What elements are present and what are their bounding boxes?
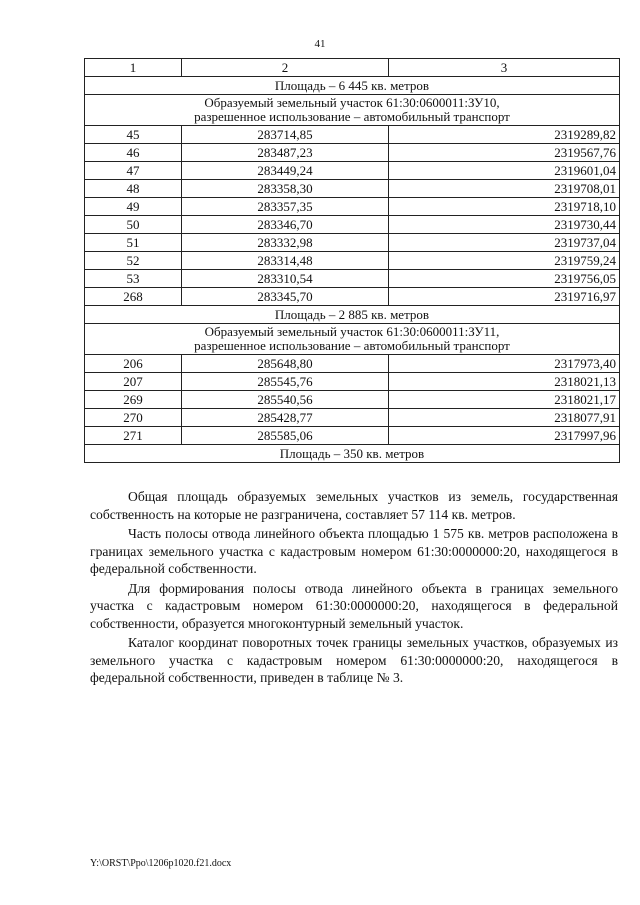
- header-cell: 1: [85, 59, 182, 77]
- point-number: 46: [85, 144, 182, 162]
- plot-title: Образуемый земельный участок 61:30:0600011:ЗУ10,: [204, 95, 500, 110]
- plot-heading-row: [85, 95, 620, 126]
- x-coordinate: 285545,76: [182, 373, 389, 391]
- header-cell: 2: [182, 59, 389, 77]
- x-coordinate: 283358,30: [182, 180, 389, 198]
- point-number: 50: [85, 216, 182, 234]
- point-number: 270: [85, 409, 182, 427]
- paragraph: Для формирования полосы отвода линейного объекта в границах земельного участка с кадастровым номером 61:30:0000000:20, находящегося в федеральной собственности, образуется многоконтурный земельный участок.: [90, 580, 618, 631]
- y-coordinate: 2319567,76: [389, 144, 620, 162]
- table-row: [85, 270, 620, 288]
- point-number: 45: [85, 126, 182, 144]
- point-number: 48: [85, 180, 182, 198]
- table-row: [85, 180, 620, 198]
- x-coordinate: 283357,35: [182, 198, 389, 216]
- point-number: 269: [85, 391, 182, 409]
- point-number: 268: [85, 288, 182, 306]
- point-number: 271: [85, 427, 182, 445]
- y-coordinate: 2319289,82: [389, 126, 620, 144]
- x-coordinate: 285428,77: [182, 409, 389, 427]
- table-header-row: [85, 59, 620, 77]
- coordinates-table: [84, 58, 620, 463]
- y-coordinate: 2318021,13: [389, 373, 620, 391]
- x-coordinate: 285648,80: [182, 355, 389, 373]
- table-row: [85, 198, 620, 216]
- table-row: [85, 355, 620, 373]
- table-row: [85, 162, 620, 180]
- y-coordinate: 2317997,96: [389, 427, 620, 445]
- table-row: [85, 391, 620, 409]
- table-row: [85, 409, 620, 427]
- table-row: [85, 427, 620, 445]
- area-text: Площадь – 2 885 кв. метров: [85, 306, 620, 324]
- header-cell: 3: [389, 59, 620, 77]
- plot-title: Образуемый земельный участок 61:30:0600011:ЗУ11,: [204, 324, 500, 339]
- y-coordinate: 2319718,10: [389, 198, 620, 216]
- y-coordinate: 2319759,24: [389, 252, 620, 270]
- table-row: [85, 144, 620, 162]
- table-row: [85, 126, 620, 144]
- area-row: [85, 445, 620, 463]
- area-text: Площадь – 350 кв. метров: [85, 445, 620, 463]
- point-number: 49: [85, 198, 182, 216]
- table-row: [85, 234, 620, 252]
- y-coordinate: 2317973,40: [389, 355, 620, 373]
- point-number: 47: [85, 162, 182, 180]
- y-coordinate: 2319601,04: [389, 162, 620, 180]
- x-coordinate: 285585,06: [182, 427, 389, 445]
- area-row: [85, 306, 620, 324]
- paragraph: Общая площадь образуемых земельных участков из земель, государственная собственность на которые не разграничена, составляет 57 114 кв. метров.: [90, 489, 618, 522]
- x-coordinate: 283714,85: [182, 126, 389, 144]
- x-coordinate: 283346,70: [182, 216, 389, 234]
- y-coordinate: 2319756,05: [389, 270, 620, 288]
- area-row: [85, 77, 620, 95]
- plot-heading: [85, 95, 620, 126]
- y-coordinate: 2318021,17: [389, 391, 620, 409]
- x-coordinate: 283449,24: [182, 162, 389, 180]
- table-row: [85, 288, 620, 306]
- y-coordinate: 2319708,01: [389, 180, 620, 198]
- point-number: 52: [85, 252, 182, 270]
- x-coordinate: 283332,98: [182, 234, 389, 252]
- y-coordinate: 2319737,04: [389, 234, 620, 252]
- paragraph: Каталог координат поворотных точек границы земельных участков, образуемых из земельного участка с кадастровым номером 61:30:0000000:20, находящегося в федеральной собственности, приведен в таблице № 3.: [90, 635, 618, 685]
- plot-heading-row: [85, 324, 620, 355]
- x-coordinate: 283487,23: [182, 144, 389, 162]
- x-coordinate: 285540,56: [182, 391, 389, 409]
- y-coordinate: 2319716,97: [389, 288, 620, 306]
- x-coordinate: 283345,70: [182, 288, 389, 306]
- plot-heading: [85, 324, 620, 355]
- area-text: Площадь – 6 445 кв. метров: [85, 77, 620, 95]
- table-row: [85, 373, 620, 391]
- table-row: [85, 216, 620, 234]
- x-coordinate: 283314,48: [182, 252, 389, 270]
- point-number: 206: [85, 355, 182, 373]
- y-coordinate: 2318077,91: [389, 409, 620, 427]
- y-coordinate: 2319730,44: [389, 216, 620, 234]
- x-coordinate: 283310,54: [182, 270, 389, 288]
- table-row: [85, 252, 620, 270]
- point-number: 207: [85, 373, 182, 391]
- plot-usage: разрешенное использование – автомобильный транспорт: [194, 338, 510, 353]
- paragraph: Часть полосы отвода линейного объекта площадью 1 575 кв. метров расположена в границах земельного участка с кадастровым номером 61:30:0000000:20, находящегося в федеральной собственности.: [90, 526, 618, 576]
- point-number: 51: [85, 234, 182, 252]
- footer-file-path: Y:\ORST\Ppo\1206p1020.f21.docx: [90, 858, 232, 869]
- point-number: 53: [85, 270, 182, 288]
- body-text: [90, 488, 618, 689]
- plot-usage: разрешенное использование – автомобильный транспорт: [194, 109, 510, 124]
- page-number: 41: [314, 38, 326, 50]
